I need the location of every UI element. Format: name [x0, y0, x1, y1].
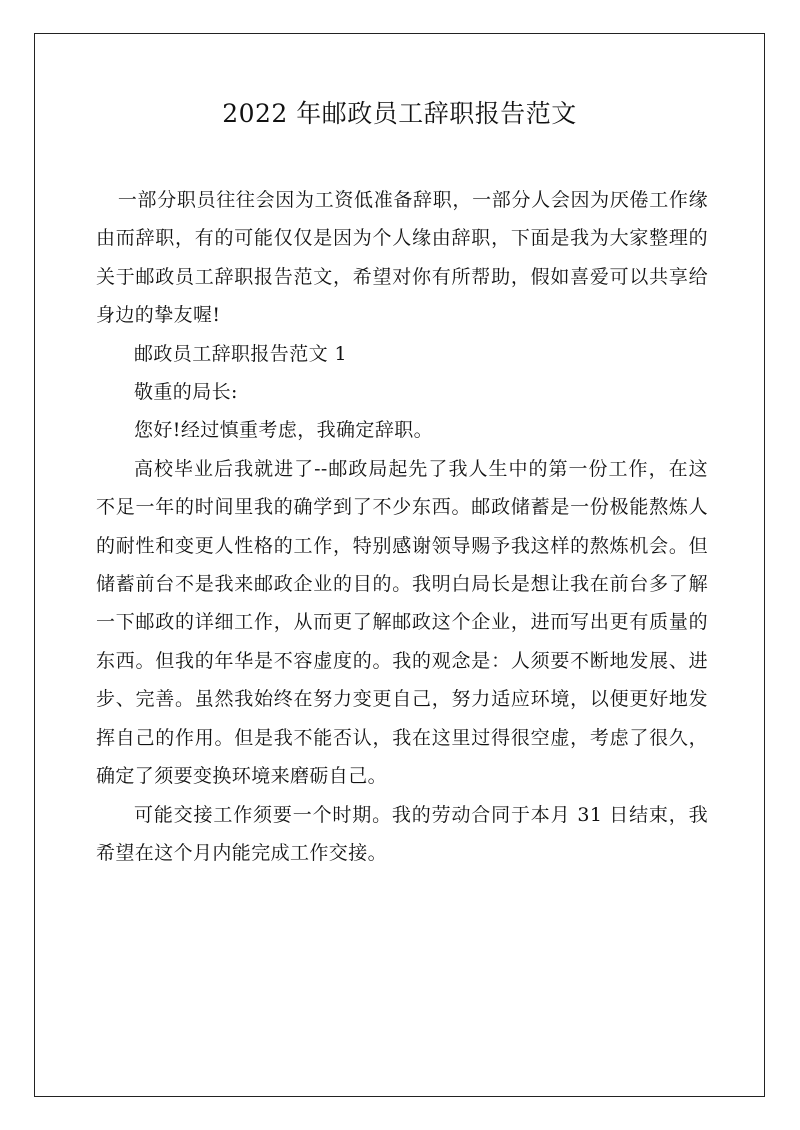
document-title: 2022 年邮政员工辞职报告范文 — [222, 99, 577, 128]
section-heading: 邮政员工辞职报告范文 1 — [134, 342, 347, 365]
handover-paragraph: 可能交接工作须要一个时期。我的劳动合同于本月 31 日结束，我希望在这个月内能完成工作交接。 — [96, 803, 708, 864]
salutation: 敬重的局长: — [134, 381, 238, 404]
body-paragraph: 高校毕业后我就进了--邮政局起先了我人生中的第一份工作，在这不足一年的时间里我的确学到了不少东西。邮政储蓄是一份极能熬炼人的耐性和变更人性格的工作，特别感谢领导赐予我这样的熬炼机会。但储蓄前台不是我来邮政企业的目的。我明白局长是想让我在前台多了解一下邮政的详细工作，从而更了解邮政这个企业，进而写出更有质量的东西。但我的年华是不容虚度的。我的观念是：人须要不断地发展、进步、完善。虽然我始终在努力变更自己，努力适应环境，以便更好地发挥自己的作用。但是我不能否认，我在这里过得很空虚，考虑了很久，确定了须要变换环境来磨砺自己。 — [96, 457, 708, 788]
document-body — [96, 181, 708, 872]
intro-paragraph: 一部分职员往往会因为工资低准备辞职，一部分人会因为厌倦工作缘由而辞职，有的可能仅仅是因为个人缘由辞职，下面是我为大家整理的关于邮政员工辞职报告范文，希望对你有所帮助，假如喜爱可以共享给身边的挚友喔! — [96, 189, 708, 327]
greeting-paragraph: 您好!经过慎重考虑，我确定辞职。 — [134, 419, 434, 442]
